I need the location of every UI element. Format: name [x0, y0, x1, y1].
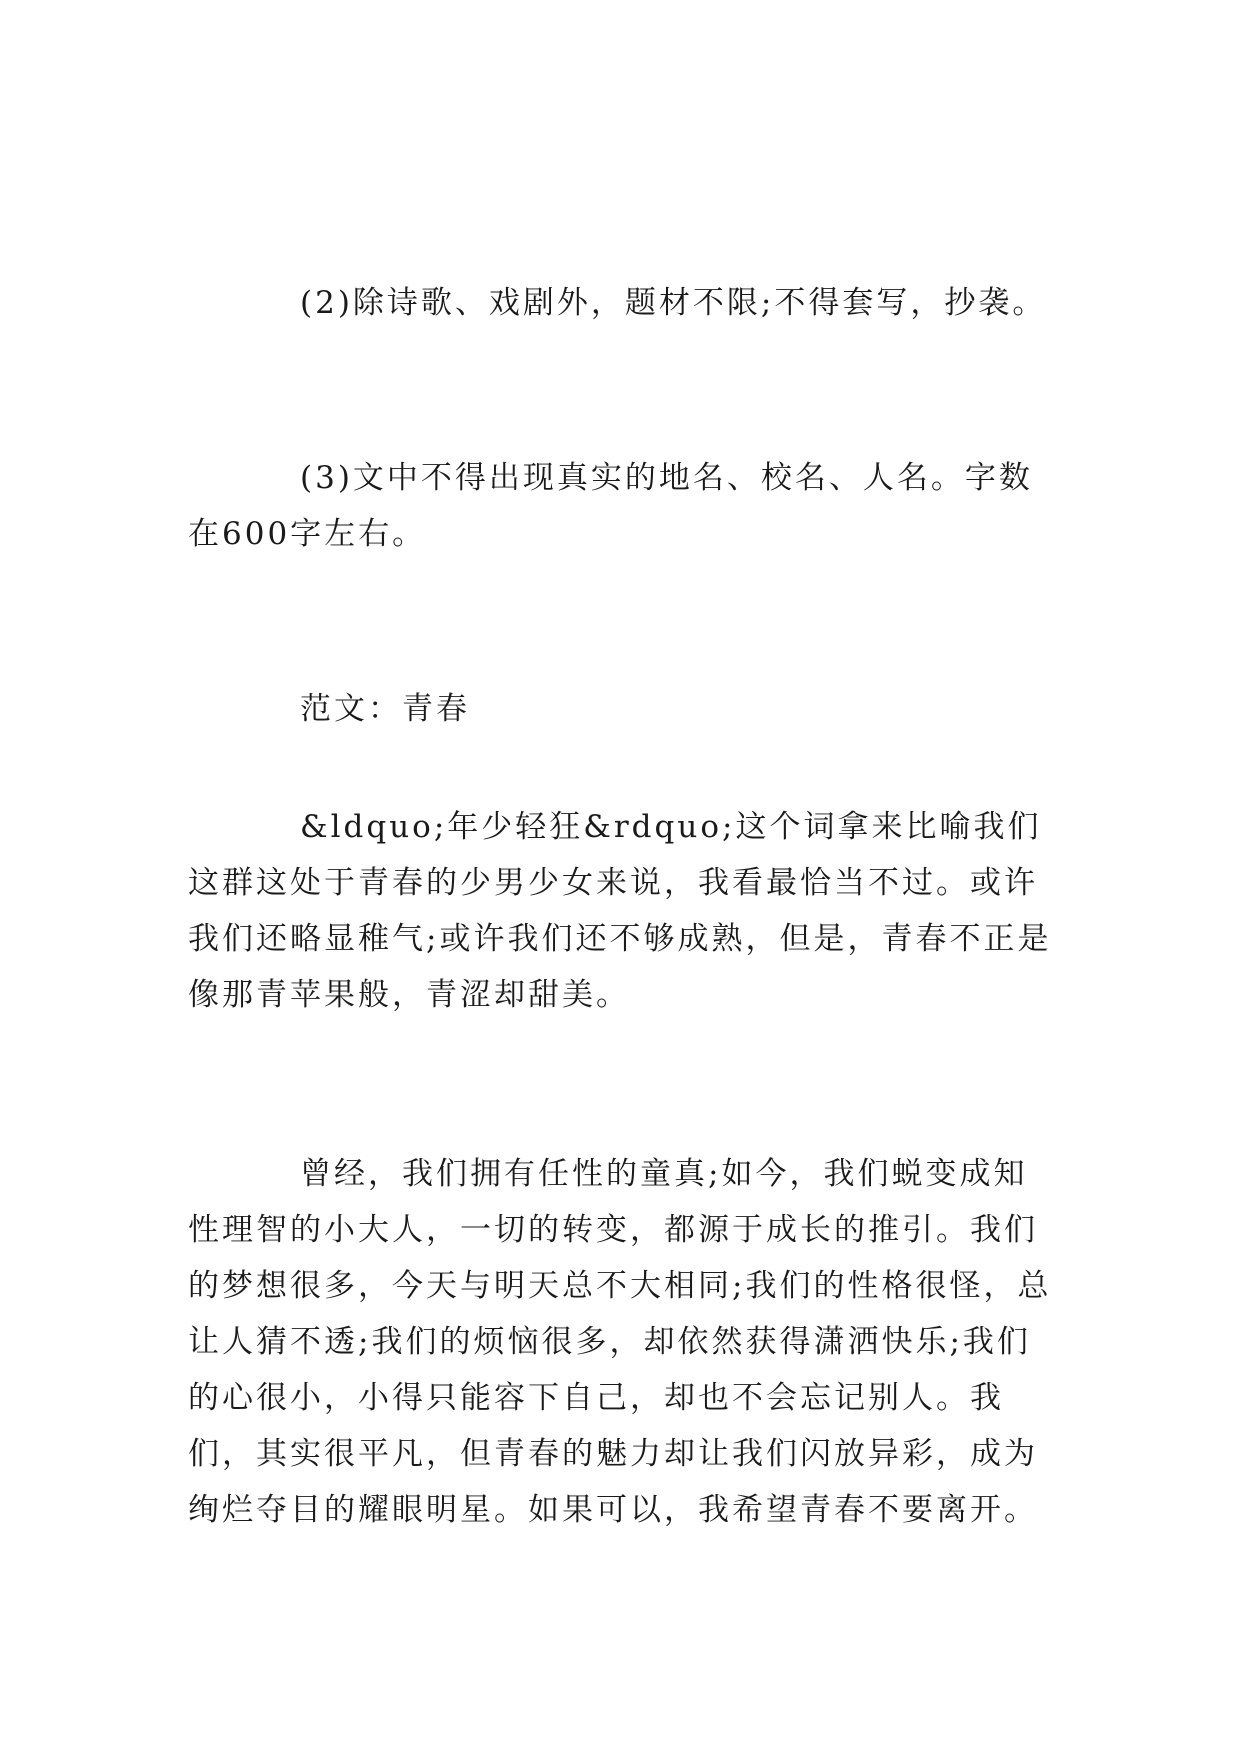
requirement-2-paragraph: (2)除诗歌、戏剧外，题材不限;不得套写，抄袭。 [300, 285, 1047, 321]
essay-paragraph-1: &ldquo;年少轻狂&rdquo;这个词拿来比喻我们这群这处于青春的少男少女来说，我看最恰当不过。或许我们还略显稚气;或许我们还不够成熟，但是，青春不正是像那青苹果般，青涩却甜美。 [188, 809, 1052, 1013]
requirement-3-paragraph: (3)文中不得出现真实的地名、校名、人名。字数在600字左右。 [188, 460, 1033, 552]
essay-paragraph-2: 曾经，我们拥有任性的童真;如今，我们蜕变成知性理智的小大人，一切的转变，都源于成长的推引。我们的梦想很多，今天与明天总不大相同;我们的性格很怪，总让人猜不透;我们的烦恼很多，却依然获得潇洒快乐;我们的心很小，小得只能容下自己，却也不会忘记别人。我们，其实很平凡，但青春的魅力却让我们闪放异彩，成为绚烂夺目的耀眼明星。如果可以，我希望青春不要离开。 [188, 1156, 1052, 1528]
sample-essay-title: 范文：青春 [300, 691, 470, 727]
